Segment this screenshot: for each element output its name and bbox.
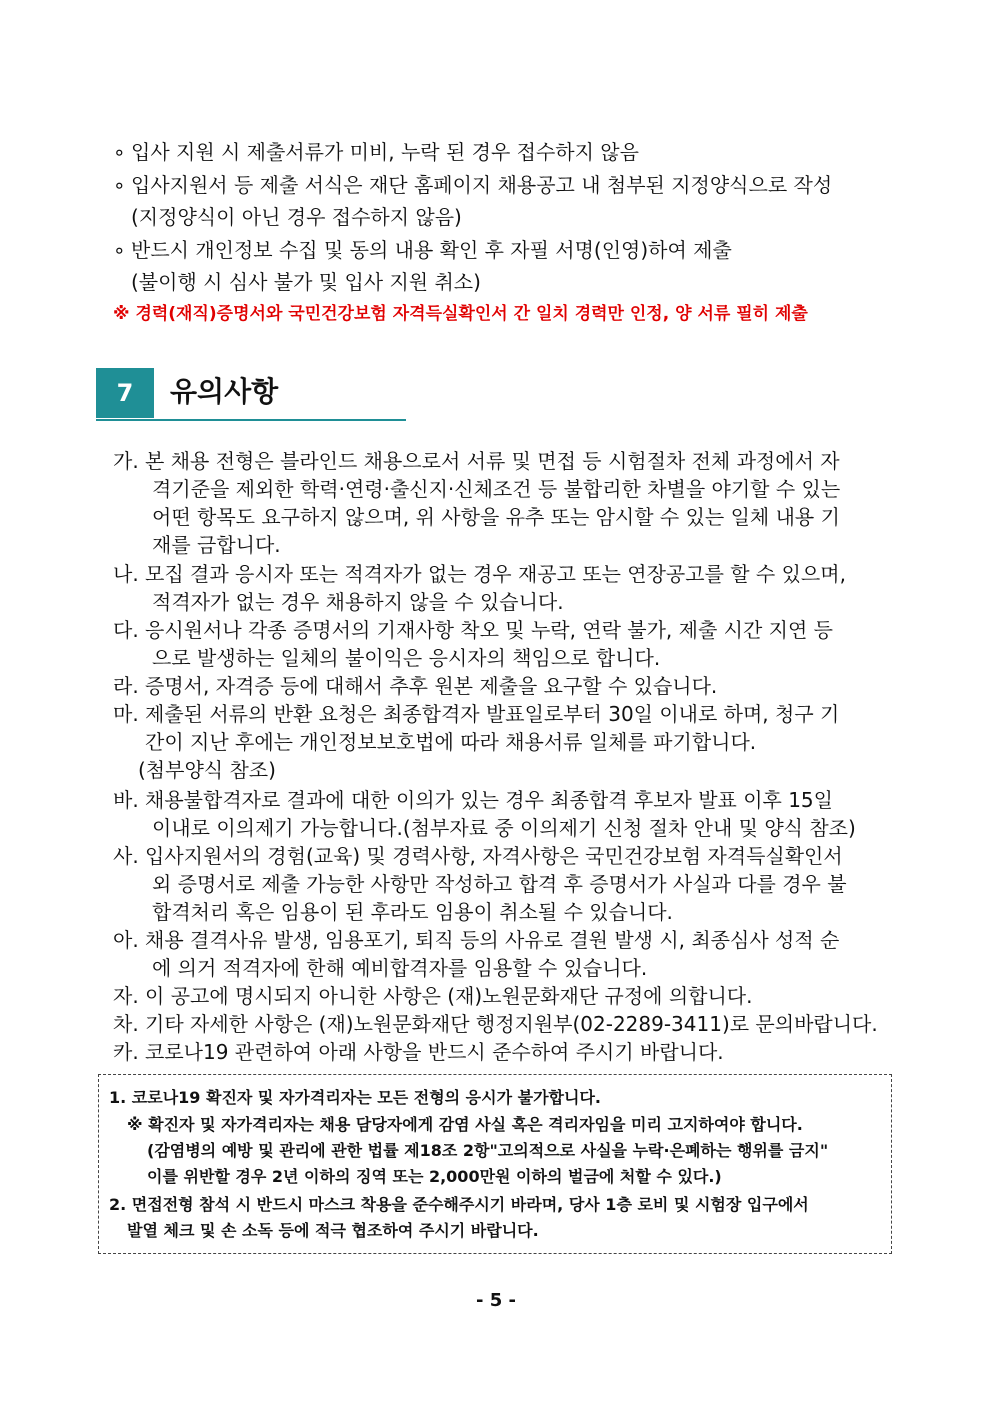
list-item: 카. 코로나19 관련하여 아래 사항을 반드시 준수하여 주시기 바랍니다. (113, 1040, 724, 1064)
bullet-item: ∘ 입사지원서 등 제출 서식은 재단 홈페이지 채용공고 내 첨부된 지정양식으로 작성 (113, 173, 833, 197)
section-underline (96, 419, 406, 421)
bullet-continuation: (불이행 시 심사 불가 및 입사 지원 취소) (131, 270, 481, 294)
list-item: 라. 증명서, 자격증 등에 대해서 추후 원본 제출을 요구할 수 있습니다. (113, 674, 718, 698)
bullet-item: ∘ 입사 지원 시 제출서류가 미비, 누락 된 경우 접수하지 않음 (113, 140, 639, 164)
bullet-circle-icon: ∘ (113, 238, 126, 262)
list-item: 아. 채용 결격사유 발생, 임용포기, 퇴직 등의 사유로 결원 발생 시, 최종심사 성적 순 (113, 928, 840, 952)
list-item-continuation: 적격자가 없는 경우 채용하지 않을 수 있습니다. (152, 590, 564, 614)
list-item: 바. 채용불합격자로 결과에 대한 이의가 있는 경우 최종합격 후보자 발표 이후 15일 (113, 788, 833, 812)
notice-item-continuation: 발열 체크 및 손 소독 등에 적극 협조하여 주시기 바랍니다. (127, 1221, 539, 1240)
list-item-continuation: 격기준을 제외한 학력·연령·출신지·신체조건 등 불합리한 차별을 야기할 수 있는 (152, 477, 841, 501)
list-item: 마. 제출된 서류의 반환 요청은 최종합격자 발표일로부터 30일 이내로 하며, 청구 기 (113, 702, 840, 726)
notice-law-text: 이를 위반할 경우 2년 이하의 징역 또는 2,000만원 이하의 벌금에 처할 수 있다.) (147, 1167, 722, 1186)
list-item-continuation: 외 증명서로 제출 가능한 사항만 작성하고 합격 후 증명서가 사실과 다를 경우 불 (152, 872, 847, 896)
list-item-continuation: 이내로 이의제기 가능합니다.(첨부자료 중 이의제기 신청 절차 안내 및 양식 참조) (152, 816, 856, 840)
bullet-continuation: (지정양식이 아닌 경우 접수하지 않음) (131, 205, 462, 229)
section-title: 유의사항 (170, 375, 279, 408)
bullet-circle-icon: ∘ (113, 173, 126, 197)
list-item: 차. 기타 자세한 사항은 (재)노원문화재단 행정지원부(02-2289-3411)로 문의바랍니다. (113, 1012, 878, 1036)
list-item: 나. 모집 결과 응시자 또는 적격자가 없는 경우 재공고 또는 연장공고를 할 수 있으며, (113, 562, 846, 586)
notice-item: 1. 코로나19 확진자 및 자가격리자는 모든 전형의 응시가 불가합니다. (109, 1088, 601, 1107)
list-item: 사. 입사지원서의 경험(교육) 및 경력사항, 자격사항은 국민건강보험 자격득실확인서 (113, 844, 843, 868)
list-item-continuation: (첨부양식 참조) (138, 758, 276, 782)
notice-subitem: ※ 확진자 및 자가격리자는 채용 담당자에게 감염 사실 혹은 격리자임을 미리 고지하여야 합니다. (127, 1115, 803, 1134)
section-number: 7 (96, 368, 154, 418)
list-item: 다. 응시원서나 각종 증명서의 기재사항 착오 및 누락, 연락 불가, 제출 시간 지연 등 (113, 618, 833, 642)
list-item-continuation: 어떤 항목도 요구하지 않으며, 위 사항을 유추 또는 암시할 수 있는 일체 내용 기 (152, 505, 840, 529)
section-heading (96, 368, 406, 422)
list-item: 자. 이 공고에 명시되지 아니한 사항은 (재)노원문화재단 규정에 의합니다. (113, 984, 753, 1008)
bullet-circle-icon: ∘ (113, 140, 126, 164)
list-item-continuation: 간이 지난 후에는 개인정보보호법에 따라 채용서류 일체를 파기합니다. (145, 730, 757, 754)
list-item: 가. 본 채용 전형은 블라인드 채용으로서 서류 및 면접 등 시험절차 전체 과정에서 자 (113, 449, 840, 473)
warning-note: ※ 경력(재직)증명서와 국민건강보험 자격득실확인서 간 일치 경력만 인정, 양 서류 필히 제출 (113, 304, 808, 324)
list-item-continuation: 합격처리 혹은 임용이 된 후라도 임용이 취소될 수 있습니다. (152, 900, 673, 924)
list-item-continuation: 재를 금합니다. (152, 533, 281, 557)
page-number: - 5 - (476, 1290, 516, 1311)
notice-law-text: (감염병의 예방 및 관리에 관한 법률 제18조 2항"고의적으로 사실을 누락·은폐하는 행위를 금지" (147, 1141, 829, 1160)
list-item-continuation: 에 의거 적격자에 한해 예비합격자를 임용할 수 있습니다. (152, 956, 648, 980)
list-item-continuation: 으로 발생하는 일체의 불이익은 응시자의 책임으로 합니다. (152, 646, 661, 670)
bullet-item: ∘ 반드시 개인정보 수집 및 동의 내용 확인 후 자필 서명(인영)하여 제출 (113, 238, 732, 262)
notice-item: 2. 면접전형 참석 시 반드시 마스크 착용을 준수해주시기 바라며, 당사 1층 로비 및 시험장 입구에서 (109, 1195, 809, 1214)
covid-notice-box (98, 1074, 892, 1254)
